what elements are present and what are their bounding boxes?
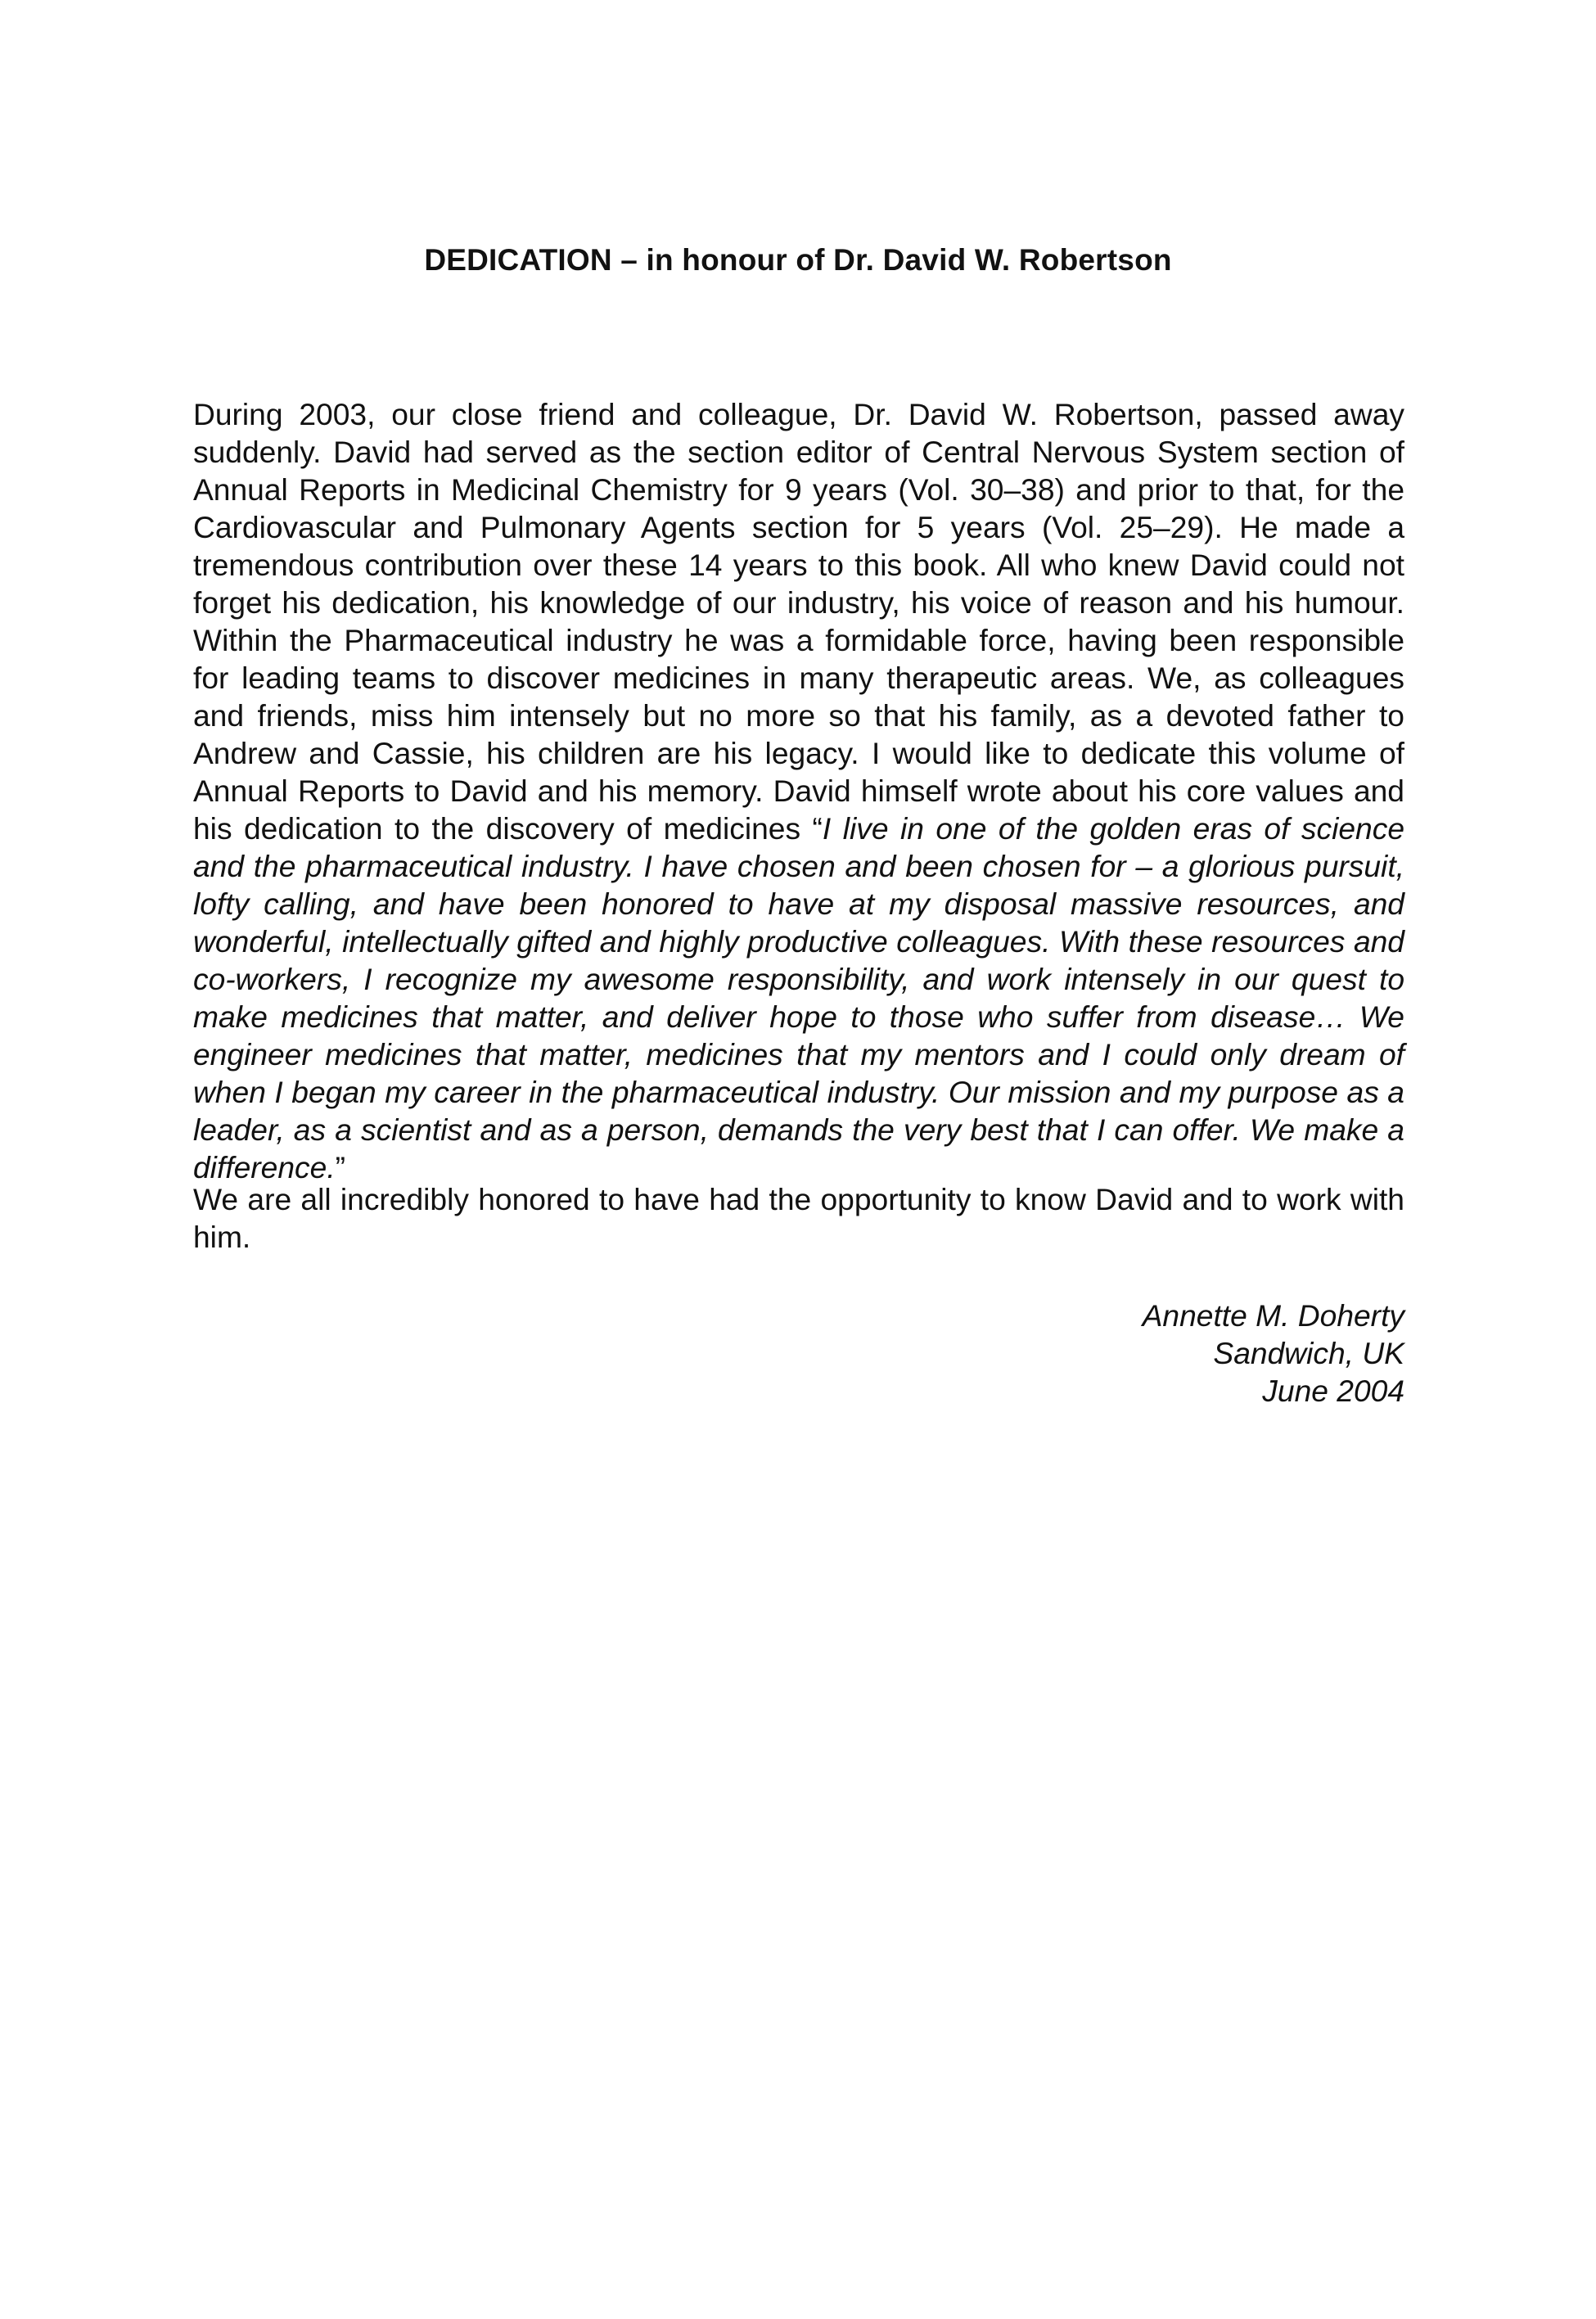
signature-location: Sandwich, UK <box>1213 1336 1404 1370</box>
signature-name: Annette M. Doherty <box>1142 1298 1404 1333</box>
signature-date: June 2004 <box>1262 1374 1404 1408</box>
signature-block <box>1143 1297 1404 1410</box>
dedication-paragraph-2: We are all incredibly honored to have had the opportunity to know David and to work with him. <box>193 1182 1404 1254</box>
robertson-quote: I live in one of the golden eras of science and the pharmaceutical industry. I have chosen and been chosen for – a glorious pursuit, lofty calling, and have been honored to have at my disposal massive resources, and wonderful, intellectually gifted and highly productive colleagues. With these resources and co-workers, I recognize my awesome responsibility, and work intensely in our quest to make medicines that matter, and deliver hope to those who suffer from disease… We engineer medicines that matter, medicines that my mentors and I could only dream of when I began my career in the pharmaceutical industry. Our mission and my purpose as a leader, as a scientist and as a person, demands the very best that I can offer. We make a difference. <box>193 811 1404 1184</box>
paragraph-1-text: During 2003, our close friend and colleague, Dr. David W. Robertson, passed away suddenly. David had served as the section editor of Central Nervous System section of Annual Reports in Medicinal Chemistry for 9 years (Vol. 30–38) and prior to that, for the Cardiovascular and Pulmonary Agents section for 5 years (Vol. 25–29). He made a tremendous contribution over these 14 years to this book. All who knew David could not forget his dedication, his knowledge of our industry, his voice of reason and his humour. Within the Pharmaceutical industry he was a formidable force, having been responsible for leading teams to discover medicines in many therapeutic areas. We, as colleagues and friends, miss him intensely but no more so that his family, as a devoted father to Andrew and Cassie, his children are his legacy. I would like to dedicate this volume of Annual Reports to David and his memory. David himself wrote about his core values and his dedication to the discovery of medicines “ <box>193 397 1404 846</box>
dedication-paragraph-1 <box>193 395 1404 1186</box>
dedication-title: DEDICATION – in honour of Dr. David W. Robertson <box>424 243 1172 277</box>
quote-close-mark: ” <box>335 1150 346 1184</box>
